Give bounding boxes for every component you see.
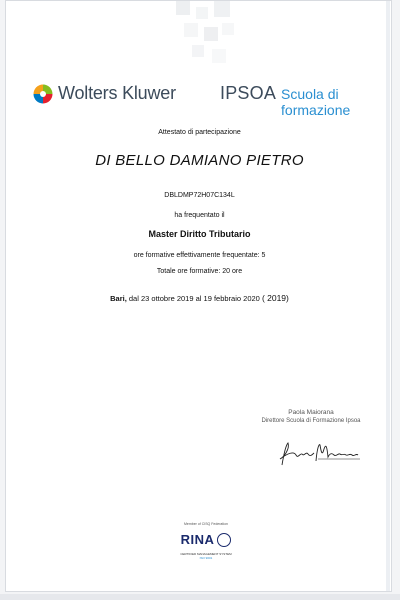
cisq-member-text: Member of CISQ Federation xyxy=(184,522,228,526)
rina-logo xyxy=(174,532,238,547)
watermark-pattern xyxy=(166,1,246,81)
certified-system-text: CERTIFIED MANAGEMENT SYSTEM xyxy=(180,552,232,556)
wolters-kluwer-icon xyxy=(33,84,53,104)
iqnet-icon xyxy=(217,533,231,547)
iso-standard-text: ISO 9001 xyxy=(199,556,213,560)
viewer-bottom-bar xyxy=(0,594,400,600)
course-place: Bari, xyxy=(110,294,127,303)
ipsoa-logo xyxy=(220,83,391,118)
course-period: dal 23 ottobre 2019 al 19 febbraio 2020 xyxy=(128,294,260,303)
signatory-role: Direttore Scuola di Formazione Ipsoa xyxy=(261,418,361,424)
wolters-kluwer-label: Wolters Kluwer xyxy=(58,83,176,103)
handwritten-signature xyxy=(274,439,364,469)
rina-label: RINA xyxy=(180,532,215,547)
signatory-block xyxy=(246,409,376,424)
hours-attended: ore formative effettivamente frequentate: 5 xyxy=(133,252,266,259)
participant-name: DI BELLO DAMIANO PIETRO xyxy=(95,152,304,169)
hours-total: Totale ore formative: 20 ore xyxy=(156,268,243,275)
course-name: Master Diritto Tributario xyxy=(148,229,251,239)
ipsoa-subtitle: Scuola di formazione xyxy=(281,86,351,118)
ipsoa-brand: IPSOA xyxy=(220,83,277,103)
certificate-heading: Attestato di partecipazione xyxy=(158,129,241,136)
course-year: ( 2019) xyxy=(261,293,289,303)
signatory-name: Paola Maiorana xyxy=(288,409,334,416)
fiscal-code: DBLDMP72H07C134L xyxy=(164,192,235,199)
attended-text: ha frequentato il xyxy=(174,212,225,219)
rina-certification-badge xyxy=(174,522,238,578)
wolters-kluwer-logo xyxy=(33,83,176,104)
course-dates xyxy=(6,293,392,303)
certificate-page xyxy=(5,0,392,592)
